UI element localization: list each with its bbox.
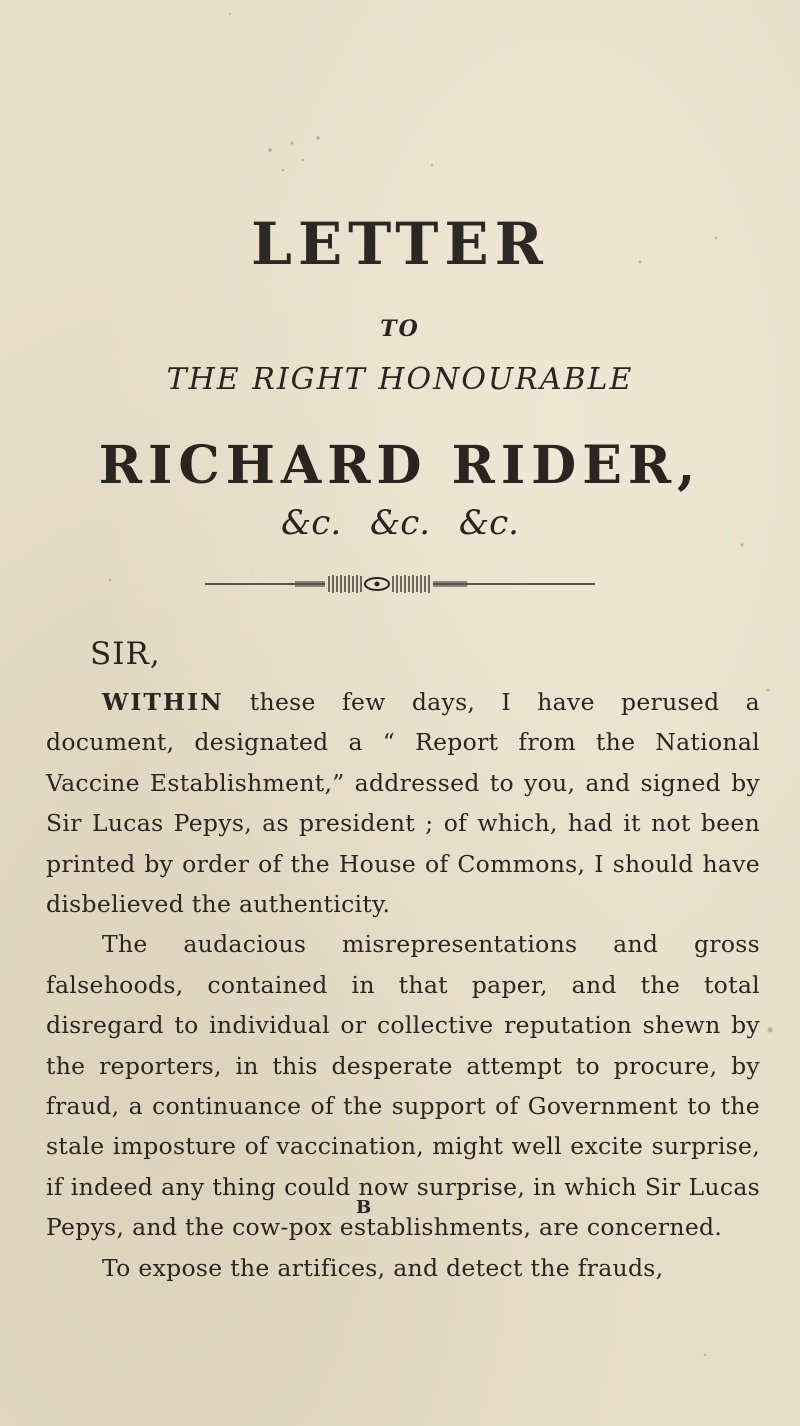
paragraph bbox=[46, 1248, 760, 1288]
paragraph bbox=[46, 682, 760, 924]
paragraph-text: these few days, I have perused a document, designated a “ Report from the National Vaccine Establishment,” addressed to you, and signed by Sir Lucas Pepys, as president ; of which, had it not been printed by order of the House of Commons, I should have disbelieved the authenticity. bbox=[46, 688, 760, 919]
paragraph-lead-word: WITHIN bbox=[102, 688, 224, 716]
honorific-line: THE RIGHT HONOURABLE bbox=[166, 362, 634, 397]
letter-heading: LETTER bbox=[251, 210, 549, 278]
paragraph-text: The audacious misrepresentations and gross falsehoods, contained in that paper, and the total disregard to individual or collective reputation shewn by the reporters, in this desperate attempt to procure, by fraud, a continuance of the support of Government to the stale imposture of vaccination, might well excite surprise, if indeed any thing could now surprise, in which Sir Lucas Pepys, and the cow-pox establishments, are concerned. bbox=[46, 930, 760, 1242]
recipient-name: RICHARD RIDER, bbox=[98, 435, 702, 496]
paragraph-text: To expose the artifices, and detect the frauds, bbox=[102, 1253, 664, 1282]
paragraph bbox=[46, 924, 760, 1247]
salutation: SIR, bbox=[90, 636, 161, 672]
signature-mark: B bbox=[356, 1197, 372, 1218]
ornamental-rule bbox=[205, 572, 595, 596]
to-line: TO bbox=[380, 316, 420, 342]
etc-line: &c. &c. &c. bbox=[281, 503, 519, 543]
letter-body bbox=[46, 682, 760, 1288]
